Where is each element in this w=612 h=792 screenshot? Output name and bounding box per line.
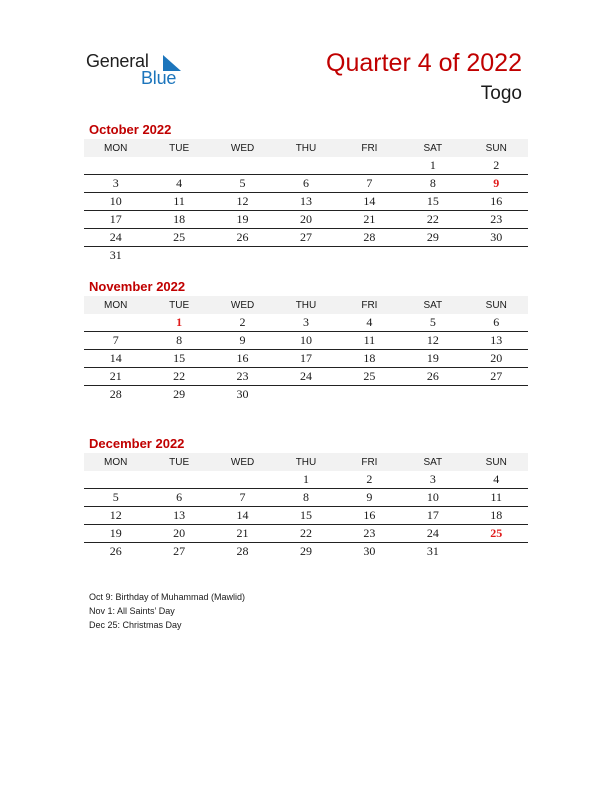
- weekday-label: WED: [230, 456, 255, 468]
- day-cell: 7: [239, 490, 246, 504]
- day-cell: 5: [429, 315, 436, 329]
- holiday-day-cell: 9: [493, 176, 500, 190]
- weekday-header-row: [84, 296, 528, 314]
- day-cell: 30: [236, 387, 249, 401]
- day-cell: 3: [302, 315, 309, 329]
- weekday-label: FRI: [361, 142, 378, 154]
- day-cell: 13: [299, 194, 312, 208]
- day-cell: 4: [366, 315, 373, 329]
- weekday-label: MON: [104, 456, 128, 468]
- day-cell: 29: [299, 544, 312, 558]
- weekday-label: MON: [104, 142, 128, 154]
- weekday-label: SAT: [423, 299, 443, 311]
- weekday-label: WED: [230, 142, 255, 154]
- day-cell: 26: [109, 544, 122, 558]
- day-cell: 11: [490, 490, 503, 504]
- day-cell: 13: [173, 508, 186, 522]
- day-cell: 1: [429, 158, 436, 172]
- logo-text-blue: Blue: [141, 68, 177, 88]
- day-cell: 9: [239, 333, 246, 347]
- day-cell: 4: [493, 472, 500, 486]
- day-cell: 2: [366, 472, 373, 486]
- week-row: [84, 332, 528, 350]
- day-cell: 9: [366, 490, 373, 504]
- weekday-label: MON: [104, 299, 128, 311]
- weekday-label: TUE: [169, 299, 190, 311]
- day-cell: 18: [363, 351, 376, 365]
- day-cell: 14: [236, 508, 249, 522]
- country-name: Togo: [480, 83, 522, 104]
- day-cell: 6: [176, 490, 183, 504]
- day-cell: 2: [493, 158, 500, 172]
- week-row: [84, 507, 528, 525]
- day-cell: 24: [109, 230, 122, 244]
- day-cell: 2: [239, 315, 246, 329]
- week-row: [84, 350, 528, 368]
- month-title: October 2022: [89, 122, 172, 137]
- week-row: [84, 193, 528, 211]
- day-cell: 20: [299, 212, 312, 226]
- day-cell: 10: [426, 490, 439, 504]
- weekday-label: SUN: [485, 142, 507, 154]
- day-cell: 24: [299, 369, 312, 383]
- day-cell: 14: [363, 194, 376, 208]
- day-cell: 31: [426, 544, 439, 558]
- day-cell: 26: [236, 230, 249, 244]
- day-cell: 25: [363, 369, 376, 383]
- week-row: [84, 211, 528, 229]
- day-cell: 5: [112, 490, 119, 504]
- day-cell: 17: [426, 508, 439, 522]
- day-cell: 17: [109, 212, 122, 226]
- day-cell: 20: [490, 351, 503, 365]
- day-cell: 8: [302, 490, 309, 504]
- weekday-label: THU: [295, 142, 317, 154]
- weekday-label: SUN: [485, 299, 507, 311]
- day-cell: 20: [173, 526, 186, 540]
- week-row: [84, 386, 528, 403]
- day-cell: 21: [109, 369, 122, 383]
- day-cell: 6: [302, 176, 309, 190]
- week-row: [84, 368, 528, 386]
- day-cell: 28: [363, 230, 376, 244]
- day-cell: 14: [109, 351, 122, 365]
- day-cell: 24: [426, 526, 439, 540]
- weekday-label: THU: [295, 299, 317, 311]
- day-cell: 22: [299, 526, 312, 540]
- day-cell: 16: [490, 194, 503, 208]
- day-cell: 27: [299, 230, 312, 244]
- logo-text-general: General: [86, 51, 149, 71]
- month-november: [84, 278, 528, 403]
- day-cell: 6: [493, 315, 500, 329]
- weekday-label: TUE: [169, 142, 190, 154]
- month-title: November 2022: [89, 279, 186, 294]
- day-cell: 19: [109, 526, 122, 540]
- day-cell: 28: [109, 387, 122, 401]
- holiday-day-cell: 1: [176, 315, 183, 329]
- day-cell: 12: [109, 508, 122, 522]
- week-row: [84, 157, 528, 175]
- holiday-notes: [89, 590, 245, 632]
- day-cell: 25: [173, 230, 186, 244]
- day-cell: 22: [426, 212, 439, 226]
- weekday-label: SAT: [423, 142, 443, 154]
- week-row: [84, 175, 528, 193]
- week-row: [84, 247, 528, 264]
- day-cell: 11: [173, 194, 185, 208]
- weekday-label: THU: [295, 456, 317, 468]
- day-cell: 3: [429, 472, 436, 486]
- day-cell: 18: [173, 212, 186, 226]
- week-row: [84, 229, 528, 247]
- holiday-note: Oct 9: Birthday of Muhammad (Mawlid): [89, 592, 246, 602]
- day-cell: 29: [426, 230, 439, 244]
- day-cell: 13: [490, 333, 503, 347]
- day-cell: 15: [299, 508, 312, 522]
- day-cell: 3: [112, 176, 119, 190]
- weekday-label: WED: [230, 299, 255, 311]
- weekday-label: FRI: [361, 299, 378, 311]
- day-cell: 27: [173, 544, 186, 558]
- weekday-label: TUE: [169, 456, 190, 468]
- weekday-label: SUN: [485, 456, 507, 468]
- day-cell: 8: [176, 333, 183, 347]
- day-cell: 8: [429, 176, 436, 190]
- day-cell: 1: [302, 472, 309, 486]
- day-cell: 19: [426, 351, 439, 365]
- day-cell: 11: [363, 333, 376, 347]
- day-cell: 26: [426, 369, 439, 383]
- day-cell: 27: [490, 369, 503, 383]
- week-row: [84, 543, 528, 560]
- day-cell: 31: [109, 248, 122, 262]
- holiday-day-cell: 25: [490, 526, 503, 540]
- week-row: [84, 489, 528, 507]
- day-cell: 23: [236, 369, 249, 383]
- day-cell: 23: [363, 526, 376, 540]
- day-cell: 17: [299, 351, 312, 365]
- day-cell: 29: [173, 387, 186, 401]
- weekday-label: FRI: [361, 456, 378, 468]
- day-cell: 10: [109, 194, 122, 208]
- weekday-header-row: [84, 453, 528, 471]
- month-october: [84, 121, 528, 264]
- day-cell: 16: [236, 351, 249, 365]
- day-cell: 19: [236, 212, 249, 226]
- day-cell: 18: [490, 508, 503, 522]
- day-cell: 23: [490, 212, 503, 226]
- holiday-note: Nov 1: All Saints’ Day: [89, 606, 175, 616]
- weekday-label: SAT: [423, 456, 443, 468]
- day-cell: 12: [426, 333, 439, 347]
- day-cell: 16: [363, 508, 376, 522]
- day-cell: 30: [490, 230, 503, 244]
- day-cell: 21: [363, 212, 376, 226]
- day-cell: 4: [176, 176, 183, 190]
- week-row: [84, 314, 528, 332]
- holiday-note: Dec 25: Christmas Day: [89, 620, 182, 630]
- day-cell: 7: [366, 176, 373, 190]
- day-cell: 12: [236, 194, 249, 208]
- day-cell: 15: [173, 351, 186, 365]
- day-cell: 21: [236, 526, 249, 540]
- month-december: [84, 435, 528, 560]
- day-cell: 10: [299, 333, 312, 347]
- brand-logo: [86, 51, 196, 91]
- weekday-header-row: [84, 139, 528, 157]
- day-cell: 22: [173, 369, 186, 383]
- month-title: December 2022: [89, 436, 185, 451]
- day-cell: 15: [426, 194, 439, 208]
- day-cell: 5: [239, 176, 246, 190]
- week-row: [84, 471, 528, 489]
- page-title: Quarter 4 of 2022: [326, 49, 522, 77]
- week-row: [84, 525, 528, 543]
- day-cell: 28: [236, 544, 249, 558]
- day-cell: 30: [363, 544, 376, 558]
- day-cell: 7: [112, 333, 119, 347]
